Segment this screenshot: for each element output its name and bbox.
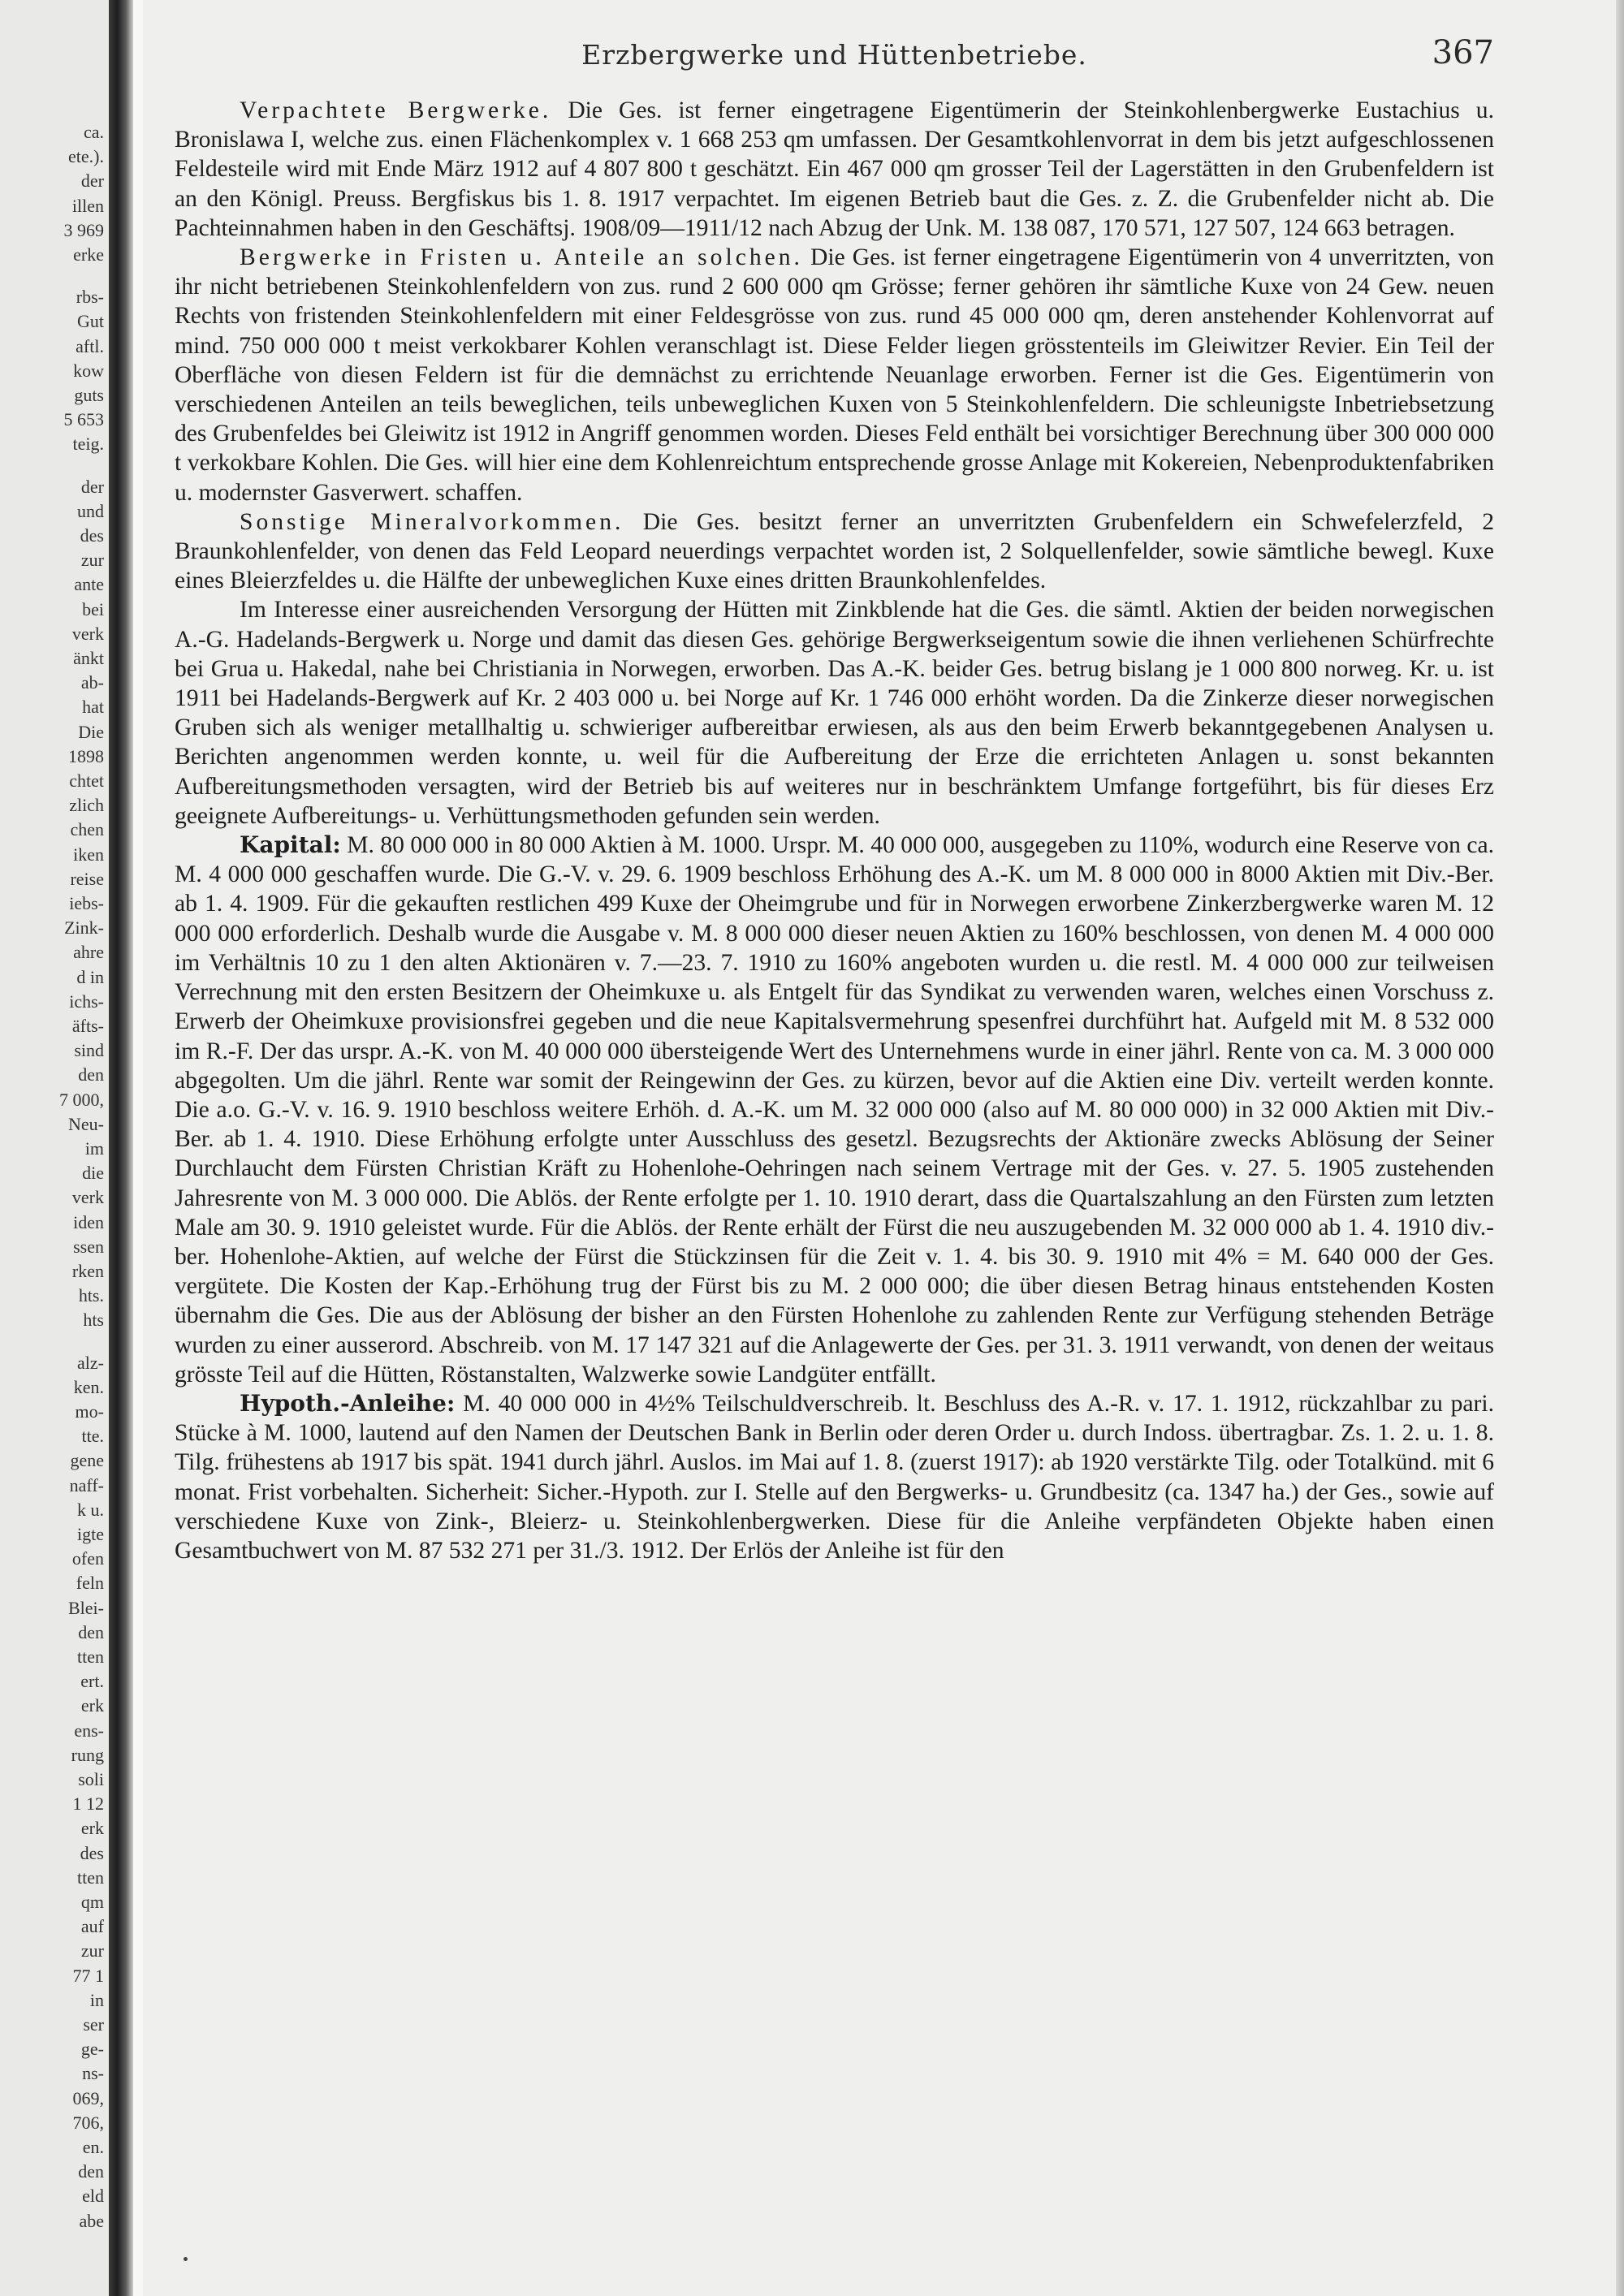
adjacent-page-fragment: verk	[71, 623, 104, 644]
adjacent-page-fragment: d in	[76, 966, 104, 987]
adjacent-page-fragment: eld	[82, 2186, 104, 2207]
page-header	[175, 32, 1494, 73]
adjacent-page-fragment: 5 653	[63, 409, 104, 430]
adjacent-page-fragment: ahre	[73, 942, 104, 963]
adjacent-page-fragment: ns-	[82, 2063, 104, 2084]
adjacent-page-fragment: igte	[77, 1524, 104, 1544]
adjacent-page-fragment: der	[80, 170, 104, 192]
adjacent-page-fragment: die	[82, 1163, 104, 1184]
paragraph-text: M. 80 000 000 in 80 000 Aktien à M. 1000. Urspr. M. 40 000 000, ausgegeben zu 110%, wodurch eine Reserve von ca. M. 4 000 000 geschaffen wurde. Die G.-V. v. 29. 6. 1909 beschloss Erhöhung des A.-K. um M. 8 000 000 in 8000 Aktien mit Div.-Ber. ab 1. 4. 1909. Für die gekauften restlichen 499 Kuxe der Oheimgrube und für in Norwegen erworbene Zinkerzbergwerke waren M. 12 000 000 erforderlich. Deshalb wurde die Ausgabe v. M. 8 000 000 dieser neuen Aktien zu 160% beschlossen, von denen M. 4 000 000 im Verhältnis 10 zu 1 den alten Aktionären v. 7.—23. 7. 1910 zu 160% angeboten wurden u. die restl. M. 4 000 000 zur teilweisen Verrechnung mit den ersten Besitzern der Oheimkuxe u. als Entgelt für das Syndikat zu verwenden waren, welches einen Vorschuss z. Erwerb der Oheimkuxe provisionsfrei gegeben und die neue Kapitalsvermehrung spesenfrei durchführt hat. Aufgeld mit M. 8 532 000 im R.-F. Der das urspr. A.-K. von M. 40 000 000 übersteigende Wert des Unternehmens wurde in einer jährl. Rente von ca. M. 3 000 000 abgegolten. Um die jährl. Rente war somit der Reingewinn der Ges. zu kürzen, bevor auf die Aktien eine Div. verteilt werden konnte. Die a.o. G.-V. v. 16. 9. 1910 beschloss weitere Erhöh. d. A.-K. um M. 32 000 000 (also auf M. 80 000 000) in 32 000 Aktien mit Div.-Ber. ab 1. 4. 1910. Diese Erhöhung erfolgte unter Ausschluss des gesetzl. Bezugsrechts der Aktionäre zwecks Ablösung der Seiner Durchlaucht dem Fürsten Christian Kräft zu Hohenlohe-Oehringen nach seinem Vertrage mit der Ges. v. 27. 5. 1905 zustehenden Jahresrente von M. 3 000 000. Die Ablös. der Rente erfolgte per 1. 10. 1910 derart, dass die Quartalszahlung an den Fürsten zum letzten Male am 30. 9. 1910 geleistet wurde. Für die Ablös. der Rente erhält der Fürst die neu auszugebenden M. 32 000 000 ab 1. 4. 1910 div.-ber. Hohenlohe-Aktien, auf welche der Fürst die Stückzinsen für die Zeit v. 1. 4. bis 30. 9. 1910 mit 4% = M. 640 000 der Ges. vergütete. Die Kosten der Kap.-Erhöhung trug der Fürst bis zu M. 2 000 000; die über diesen Betrag hinaus entstehenden Kosten übernahm die Ges. Die aus der Ablösung der bisher an den Fürsten Hohenlohe zu zahlenden Rente zur Verfügung stehenden Beträge wurden zu einer ausserord. Abschreib. von M. 17 147 321 auf die Anlagewerte der Ges. per 31. 3. 1911 verwandt, von denen der weitaus grösste Teil auf die Hütten, Röstanstalten, Walzwerke sowie Landgüter entfällt.	[175, 832, 1494, 1388]
adjacent-page-fragment: kow	[73, 360, 104, 381]
adjacent-page-fragment: iden	[73, 1211, 104, 1232]
adjacent-page-fragment: tten	[77, 1867, 104, 1888]
adjacent-page-fragment: abe	[79, 2210, 104, 2231]
adjacent-page-fragment: ge-	[80, 2039, 104, 2060]
adjacent-page-fragment: 1 12	[72, 1793, 104, 1815]
adjacent-page-fragment: im	[84, 1138, 104, 1159]
adjacent-page-fragment: auf	[80, 1916, 104, 1937]
adjacent-page-fragment: äfts-	[71, 1016, 104, 1036]
adjacent-page-fragment: hts	[83, 1310, 104, 1331]
adjacent-page-fragment: 3 969	[63, 219, 104, 240]
adjacent-page-fragment: in	[89, 1989, 104, 2010]
adjacent-page-fragment: ken.	[73, 1376, 104, 1397]
adjacent-page-fragment: qm	[80, 1892, 104, 1912]
adjacent-page-fragment: des	[80, 1842, 104, 1863]
adjacent-page-fragment: den	[78, 1064, 104, 1085]
adjacent-page-fragment: ab-	[80, 672, 104, 693]
paragraph-sonstige-mineralvorkommen	[175, 507, 1494, 596]
adjacent-page-fragment: verk	[71, 1187, 104, 1208]
section-heading: Kapital:	[240, 831, 341, 859]
running-title: Erzbergwerke und Hüttenbetriebe.	[581, 39, 1087, 71]
adjacent-page-fragment: chen	[70, 819, 104, 840]
section-heading: Sonstige Mineralvorkommen.	[240, 508, 624, 535]
article-body	[175, 96, 1494, 1565]
adjacent-page-fragment: zur	[80, 550, 104, 571]
adjacent-page-fragment: änkt	[73, 648, 104, 668]
paragraph-text: Im Interesse einer ausreichenden Versorgung der Hütten mit Zinkblende hat die Ges. die sämtl. Aktien der beiden norwegischen A.-G. Hadelands-Bergwerk u. Norge und damit das diesen Ges. gehörige Bergwerkseigentum sowie die ihnen verliehenen Schürfrechte bei Grua u. Hakedal, nahe bei Christiania in Norwegen, erworben. Das A.-K. beider Ges. betrug bislang je 1 000 800 norweg. Kr. u. ist 1911 bei Hadelands-Bergwerk auf Kr. 2 403 000 u. bei Norge auf Kr. 1 746 000 erhöht worden. Da die Zinkerze dieser norwegischen Gruben sich als weniger metallhaltig u. schwieriger aufbereitbar erwiesen, als aus den beim Erwerb bekanntgegebenen Analysen u. Berichten angenommen werden konnte, u. weil für die Aufbereitung der Erze die errichteten Anlagen u. sonst bekannten Aufbereitungsmethoden versagten, wird der Betrieb bis auf weiteres nur in beschränktem Umfange fortgeführt, bis für dieses Erz geeignete Aufbereitungs- u. Verhüttungsmethoden gefunden sein werden.	[175, 597, 1494, 829]
paragraph-verpachtete-bergwerke	[175, 96, 1494, 243]
adjacent-page-fragment: rung	[71, 1744, 104, 1765]
adjacent-page-fragment: aftl.	[76, 335, 104, 356]
adjacent-page-fragment: den	[78, 1621, 104, 1642]
adjacent-page-fragment: Blei-	[68, 1597, 104, 1618]
adjacent-page-fragment: ens-	[74, 1720, 104, 1741]
adjacent-page-fragment: 7 000,	[59, 1089, 104, 1110]
adjacent-page-fragment: 069,	[72, 2087, 104, 2108]
adjacent-page-fragment: 1898	[68, 745, 104, 766]
paragraph-bergwerke-in-fristen	[175, 243, 1494, 507]
adjacent-page-fragment: und	[77, 500, 104, 521]
adjacent-page-fragment: des	[80, 525, 104, 546]
adjacent-page-fragment: feln	[76, 1573, 104, 1594]
adjacent-page-fragment: tten	[77, 1646, 104, 1667]
stray-mark	[184, 2257, 188, 2261]
adjacent-page-fragment: erk	[80, 1695, 104, 1716]
adjacent-page-fragment: en.	[82, 2137, 104, 2157]
page-number: 367	[1432, 34, 1494, 71]
paragraph-kapital	[175, 831, 1494, 1389]
adjacent-page-fragment: Neu-	[68, 1113, 104, 1134]
adjacent-page-fragment: zur	[80, 1940, 104, 1962]
adjacent-page-fragment: rken	[71, 1261, 104, 1281]
adjacent-page-fragment: hat	[82, 697, 104, 718]
adjacent-page-fragment: k u.	[77, 1499, 104, 1520]
adjacent-page-fragment: ete.).	[68, 146, 104, 167]
adjacent-page-fragment: reise	[70, 868, 104, 889]
adjacent-page-fragment: ca.	[83, 122, 104, 142]
adjacent-page-fragment: hts.	[78, 1285, 104, 1306]
adjacent-page-fragment: iebs-	[69, 893, 104, 913]
paragraph-text: M. 40 000 000 in 4½% Teilschuldverschreib. lt. Beschluss des A.-R. v. 17. 1. 1912, rückzahlbar zu pari. Stücke à M. 1000, lautend auf den Namen der Deutschen Bank in Berlin oder deren Order u. durch Indoss. übertragbar. Zs. 1. 2. u. 1. 8. Tilg. frühestens ab 1917 bis spät. 1941 durch jährl. Auslos. im Mai auf 1. 8. (zuerst 1917): ab 1920 verstärkte Tilg. oder Totalkünd. mit 6 monat. Frist vorbehalten. Sicherheit: Sicher.-Hypoth. zur I. Stelle auf den Bergwerks- u. Grundbesitz (ca. 1347 ha.) der Ges., sowie auf verschiedene Kuxe von Zink-, Bleierz- u. Steinkohlenbergwerken. Diese für die Anleihe verpfändeten Objekte haben einen Gesamtbuchwert von M. 87 532 271 per 31./3. 1912. Der Erlös der Anleihe ist für den	[175, 1390, 1494, 1564]
adjacent-page-fragment: rbs-	[76, 287, 104, 308]
adjacent-page-fragment: chtet	[69, 770, 104, 791]
adjacent-page-fragment: ofen	[71, 1548, 104, 1569]
adjacent-page-fragment: Die	[78, 721, 104, 742]
adjacent-page-fragment: ante	[74, 574, 104, 595]
book-gutter	[109, 0, 133, 2296]
section-heading: Bergwerke in Fristen u. Anteile an solchen.	[240, 244, 803, 271]
adjacent-page-fragment: tte.	[81, 1426, 104, 1447]
adjacent-page-fragment: 77 1	[72, 1965, 104, 1986]
adjacent-page-fragment: ichs-	[69, 990, 104, 1012]
section-heading: Verpachtete Bergwerke.	[240, 97, 552, 123]
adjacent-page-fragment: alz-	[77, 1352, 104, 1373]
adjacent-page-fragment: bei	[82, 598, 104, 619]
adjacent-page-fragment: 706,	[72, 2112, 104, 2133]
paragraph-text: Die Ges. ist ferner eingetragene Eigentümerin der Steinkohlenbergwerke Eustachius u. Bronislawa I, welche zus. einen Flächenkomplex v. 1 668 253 qm umfassen. Der Gesamtkohlenvorrat in dem bis jetzt aufgeschlossenen Feldesteile wird mit Ende März 1912 auf 4 807 800 t geschätzt. Ein 467 000 qm grosser Teil der Lagerstätten in den Grubenfeldern ist an den Königl. Preuss. Bergfiskus bis 1. 8. 1917 verpachtet. Im eigenen Betrieb baut die Ges. z. Z. die Grubenfelder nicht ab. Die Pachteinnahmen haben in den Geschäftsj. 1908/09—1911/12 nach Abzug der Unk. M. 138 087, 170 571, 127 507, 124 663 betragen.	[175, 97, 1494, 241]
adjacent-page-fragment: erke	[73, 244, 104, 265]
adjacent-page-fragment: ssen	[73, 1236, 104, 1257]
adjacent-page-fragment: illen	[71, 195, 104, 216]
section-heading: Hypoth.-Anleihe:	[240, 1389, 456, 1417]
adjacent-page-fragment: naff-	[69, 1474, 104, 1495]
paragraph-hypoth-anleihe	[175, 1389, 1494, 1565]
page-edge	[133, 0, 143, 2296]
adjacent-page-fragment: erk	[80, 1818, 104, 1839]
paragraph-norwegen	[175, 595, 1494, 831]
adjacent-page-fragment: der	[80, 476, 104, 497]
paragraph-text: Die Ges. besitzt ferner an unverritzten Grubenfeldern ein Schwefelerzfeld, 2 Braunkohlenfelder, von denen das Feld Leopard neuerdings verpachtet worden ist, 2 Solquellenfelder, sowie sämtliche bewegl. Kuxe eines Bleierzfeldes u. die Hälfte der unbeweglichen Kuxe eines dritten Braunkohlenfeldes.	[175, 508, 1494, 594]
adjacent-page-fragment: soli	[78, 1769, 104, 1789]
adjacent-page-fragment: sind	[74, 1040, 104, 1061]
adjacent-page-fragment: mo-	[75, 1401, 104, 1422]
adjacent-page-fragment: gene	[70, 1450, 104, 1471]
adjacent-page-fragment: teig.	[72, 434, 104, 455]
adjacent-page-fragment: Gut	[77, 311, 104, 332]
adjacent-page-fragment: ert.	[80, 1671, 104, 1692]
adjacent-page-fragment: Zink-	[64, 917, 104, 939]
adjacent-page-fragment: iken	[73, 844, 104, 865]
paragraph-text: Die Ges. ist ferner eingetragene Eigentümerin von 4 unverritzten, von ihr nicht betriebenen Steinkohlenfeldern von zus. rund 2 600 000 qm Grösse; ferner gehören ihr sämtliche Kuxe von 24 Gew. neuen Rechts von fristenden Steinkohlenfeldern mit einer Feldesgrösse von zus. rund 45 000 000 qm, deren anstehender Kohlenvorrat auf mind. 750 000 000 t meist verkokbarer Kohlen veranschlagt ist. Diese Felder liegen grösstenteils im Gleiwitzer Revier. Ein Teil der Oberfläche von diesen Feldern ist für die demnächst zu errichtende Neuanlage erworben. Ferner ist die Ges. Eigentümerin von verschiedenen Anteilen an teils beweglichen, teils unbeweglichen Kuxen von 5 Steinkohlenfeldern. Die schleunigste Inbetriebsetzung des Grubenfeldes bei Gleiwitz ist 1912 in Angriff genommen worden. Dieses Feld enthält bei vorsichtiger Berechnung über 300 000 000 t verkokbare Kohlen. Die Ges. will hier eine dem Kohlenreichtum entsprechende grosse Anlage mit Kokereien, Nebenproduktenfabriken u. modernster Gasverwert. schaffen.	[175, 244, 1494, 506]
adjacent-page-fragment: den	[78, 2161, 104, 2182]
adjacent-page-strip	[0, 0, 109, 2296]
right-page-edge	[1616, 0, 1624, 2296]
adjacent-page-fragment: zlich	[69, 795, 104, 816]
adjacent-page-fragment: ser	[83, 2014, 104, 2035]
adjacent-page-fragment: guts	[74, 385, 104, 405]
